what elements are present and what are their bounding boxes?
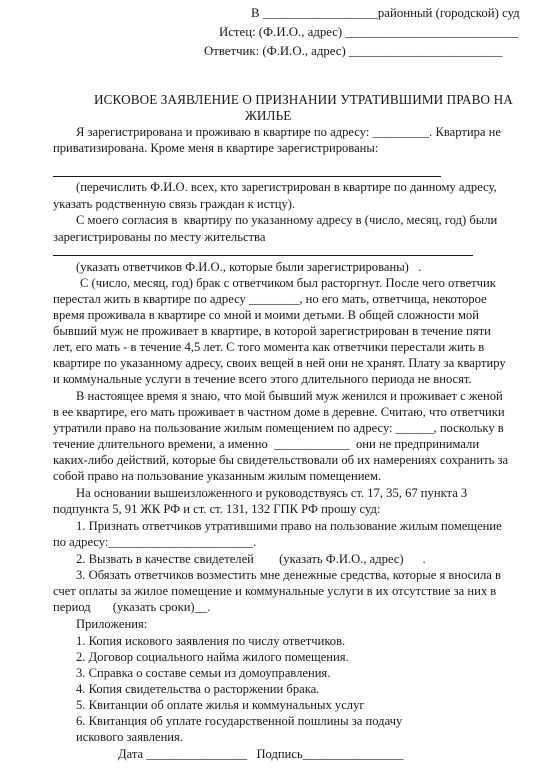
- para5-line2: перестал жить в квартире по адресу ________, но его мать, ответчица, некоторое: [53, 292, 487, 306]
- attachment-item: 5. Квитанции об оплате жилья и коммунальных услуг: [76, 698, 365, 712]
- para6-line5: каких-либо действий, которые бы свидетельствовали об их намерениях сохранить за: [53, 453, 509, 467]
- para7-line2: подпункта 5, 91 ЖК РФ и ст. ст. 131, 132 ГПК РФ прошу суд:: [53, 502, 381, 516]
- para5-line1: С (число, месяц, год) брак с ответчиком был расторгнут. После чего ответчик: [80, 276, 496, 290]
- para5-line3: время проживала в квартире со мной и моими детьми. В общей сложности мой: [53, 308, 479, 322]
- para6-line1: В настоящее время я знаю, что мой бывший муж женился и проживает с женой: [76, 389, 503, 403]
- attachments-heading: Приложения:: [76, 617, 148, 631]
- para5-line5: лет, его мать - в течение 4,5 лет. С того момента как ответчики перестали жить в: [53, 340, 485, 354]
- document-title-line2: ЖИЛЬЕ: [245, 108, 292, 123]
- para7-line1: На основании вышеизложенного и руководствуясь ст. 17, 35, 67 пункта 3: [76, 486, 468, 500]
- blank-rule-defendants: [53, 255, 473, 256]
- request3-line3: период (указать сроки)__.: [53, 600, 211, 614]
- request1-line1: 1. Признать ответчиков утратившими право на пользование жилым помещение: [76, 519, 502, 533]
- para5-line4: бывший муж не проживает в квартире, в которой зарегистрирован в течение пяти: [53, 324, 491, 338]
- request3-line1: 3. Обязать ответчиков возместить мне денежные средства, которые я вносила в: [76, 568, 501, 582]
- attachment-item: 1. Копия искового заявления по числу ответчиков.: [76, 634, 346, 648]
- para4-line1: (указать ответчиков Ф.И.О., которые были зарегистрированы) .: [76, 260, 422, 274]
- request3-line2: счет оплаты за жилое помещение и коммунальные услуги в их отсутствие за них в: [53, 584, 497, 598]
- para1-line2: приватизирована. Кроме меня в квартире зарегистрированы:: [53, 141, 379, 155]
- para3-line2: зарегистрированы по месту жительства: [53, 230, 266, 244]
- para5-line7: и коммунальные услуги в течение всего этого длительного периода не вносят.: [53, 372, 472, 386]
- para2-line1: (перечислить Ф.И.О. всех, кто зарегистрирован в квартире по данному адресу,: [76, 180, 497, 194]
- date-signature-line: Дата ________________ Подпись________________: [118, 747, 404, 761]
- plaintiff-line: Истец: (Ф.И.О., адрес) ___________________________: [219, 25, 519, 39]
- para5-line6: квартире по указанному адресу, своих вещей в ней они не хранят. Плату за квартиру: [53, 356, 506, 370]
- attachment-item: 4. Копия свидетельства о расторжении брака.: [76, 682, 320, 696]
- document-title-line1: ИСКОВОЕ ЗАЯВЛЕНИЕ О ПРИЗНАНИИ УТРАТИВШИМИ ПРАВО НА: [94, 92, 513, 107]
- para6-line4: течение длительного времени, а именно ____________ они не предпринимали: [53, 437, 480, 451]
- attachment-item: 6. Квитанция об уплате государственной пошлины за подачу: [76, 714, 403, 728]
- para2-line2: указать родственную связь граждан к истцу).: [53, 197, 296, 211]
- para6-line3: утратили право на пользование жилым помещением по адресу: ______, поскольку в: [53, 421, 504, 435]
- request1-line2: по адресу:_______________________.: [53, 535, 257, 549]
- attachment-item: 2. Договор социального найма жилого помещения.: [76, 650, 349, 664]
- attachment-item-continuation: искового заявления.: [76, 730, 183, 744]
- para6-line6: собой право на пользование указанным жилым помещением.: [53, 469, 382, 483]
- request2-line1: 2. Вызвать в качестве свидетелей (указать Ф.И.О., адрес) .: [76, 552, 426, 566]
- defendant-line: Ответчик: (Ф.И.О., адрес) ________________________: [204, 44, 503, 58]
- para3-line1: С моего согласия в квартиру по указанному адресу в (число, месяц, год) были: [76, 213, 498, 227]
- court-line: В __________________районный (городской) суд: [251, 6, 520, 20]
- para6-line2: в ее квартире, его мать проживает в частном доме в деревне. Считаю, что ответчики: [53, 405, 505, 419]
- blank-rule-residents: [53, 176, 441, 177]
- para1-line1: Я зарегистрирована и проживаю в квартире по адресу: _________. Квартира не: [76, 125, 501, 139]
- attachment-item: 3. Справка о составе семьи из домоуправления.: [76, 666, 331, 680]
